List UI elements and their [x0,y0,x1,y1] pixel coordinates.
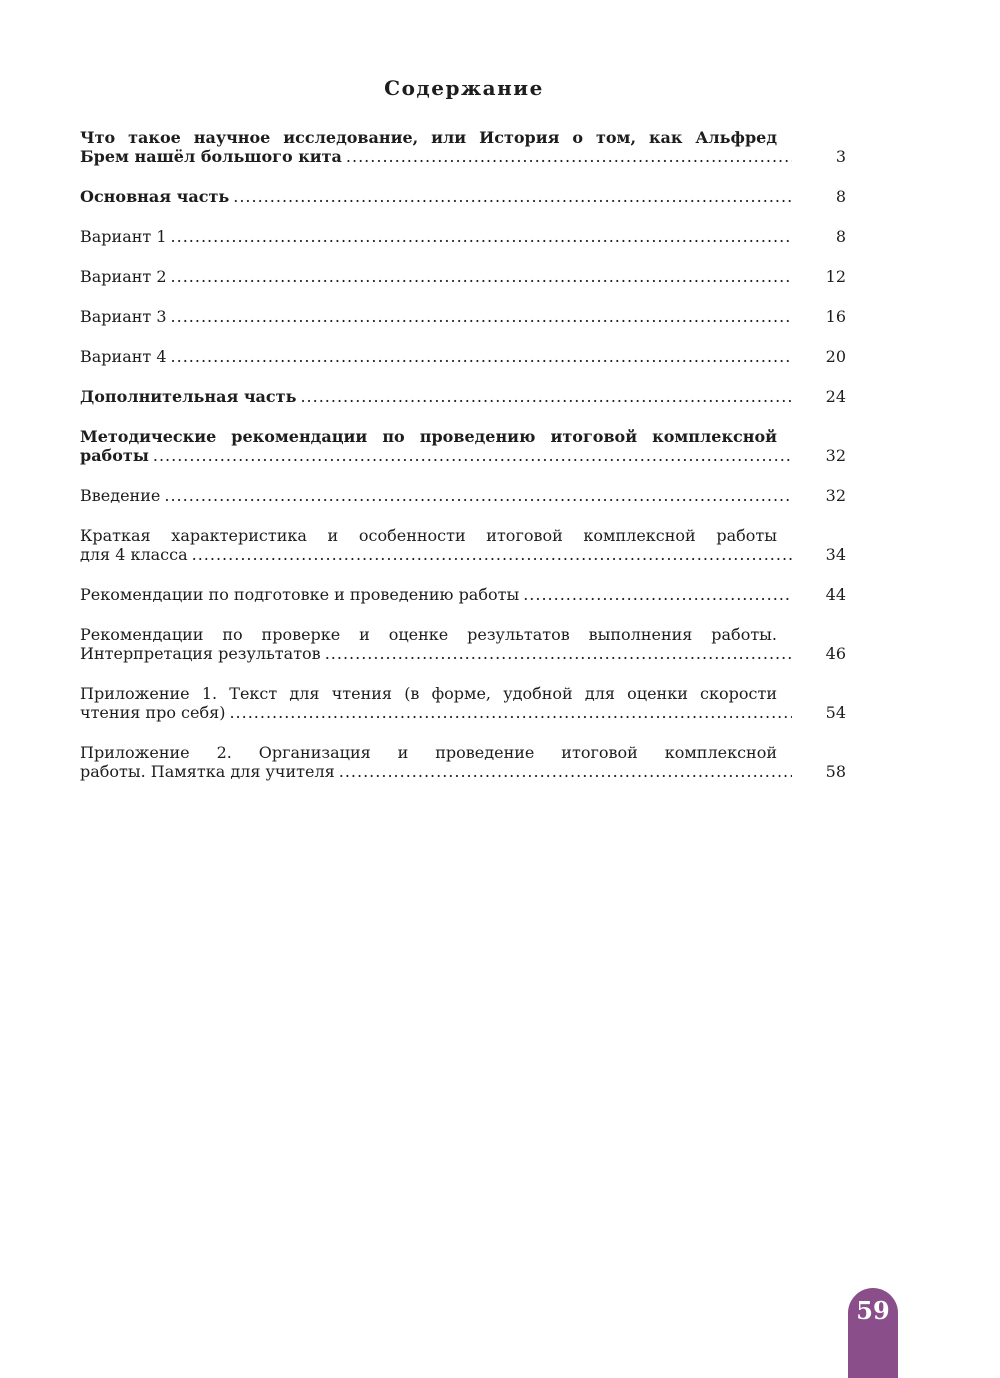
dot-leader [164,486,792,505]
page-number: 59 [856,1296,890,1325]
dot-leader [171,227,792,246]
dot-leader [300,387,792,406]
toc-page-number: 8 [835,227,846,246]
toc-entry[interactable] [80,743,846,781]
toc-entry[interactable] [80,187,846,206]
toc-entry-text: Основная часть [80,187,230,206]
page-title: Содержание [384,76,544,100]
toc-entry-text: Вариант 3 [80,307,167,326]
toc-entry[interactable] [80,128,846,166]
toc-entry[interactable] [80,625,846,663]
toc-entry[interactable] [80,267,846,286]
toc-entry-text: Вариант 1 [80,227,167,246]
toc-page-number: 54 [825,703,846,722]
toc-entry-text: Вариант 2 [80,267,167,286]
dot-leader [192,545,792,564]
toc-entry-text: работы [80,446,149,465]
toc-page-number: 16 [825,307,846,326]
dot-leader [233,187,792,206]
toc-entry-text: Дополнительная часть [80,387,297,406]
toc-page-number: 8 [835,187,846,206]
toc-page-number: 20 [825,347,846,366]
toc-entry[interactable] [80,387,846,406]
table-of-contents [80,128,846,802]
toc-entry-text: Рекомендации по проверке и оценке результатов выполнения работы. [80,625,777,644]
toc-page-number: 58 [825,762,846,781]
toc-entry-text: Что такое научное исследование, или История о том, как Альфред [80,128,777,147]
toc-entry-text: Методические рекомендации по проведению итоговой комплексной [80,427,777,446]
toc-page-number: 3 [835,147,846,166]
dot-leader [523,585,792,604]
dot-leader [325,644,792,663]
toc-page-number: 44 [825,585,846,604]
toc-entry[interactable] [80,427,846,465]
toc-entry-text: Приложение 2. Организация и проведение итоговой комплексной [80,743,777,762]
toc-entry[interactable] [80,486,846,505]
toc-entry-text: для 4 класса [80,545,188,564]
toc-page-number: 12 [825,267,846,286]
dot-leader [346,147,792,166]
dot-leader [171,307,792,326]
toc-page-number: 32 [825,446,846,465]
toc-entry-text: Рекомендации по подготовке и проведению работы [80,585,520,604]
dot-leader [153,446,792,465]
toc-page-number: 34 [825,545,846,564]
toc-page-number: 24 [825,387,846,406]
toc-entry-text: Вариант 4 [80,347,167,366]
toc-entry-text: Краткая характеристика и особенности итоговой комплексной работы [80,526,777,545]
toc-entry-text: Введение [80,486,161,505]
toc-entry[interactable] [80,347,846,366]
toc-page-number: 46 [825,644,846,663]
toc-entry-text: Брем нашёл большого кита [80,147,342,166]
toc-entry-text: Приложение 1. Текст для чтения (в форме, удобной для оценки скорости [80,684,777,703]
dot-leader [171,347,792,366]
toc-entry[interactable] [80,585,846,604]
page-number-tab [848,1288,898,1378]
toc-entry[interactable] [80,227,846,246]
dot-leader [339,762,792,781]
toc-entry[interactable] [80,307,846,326]
toc-page-number: 32 [825,486,846,505]
toc-entry-text: работы. Памятка для учителя [80,762,335,781]
toc-entry-text: Интерпретация результатов [80,644,321,663]
toc-entry-text: чтения про себя) [80,703,226,722]
toc-entry[interactable] [80,684,846,722]
toc-entry[interactable] [80,526,846,564]
dot-leader [171,267,792,286]
dot-leader [229,703,792,722]
